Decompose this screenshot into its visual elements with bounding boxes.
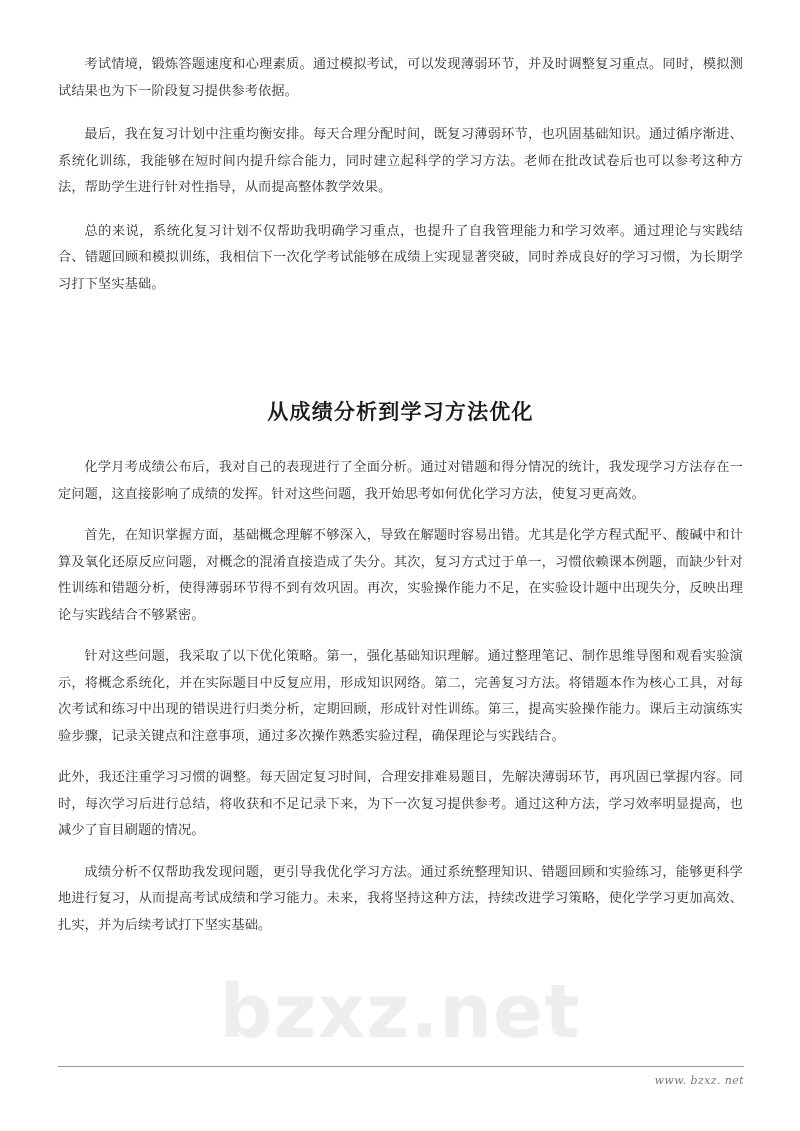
footer-url: www. bzxz. net xyxy=(654,1074,744,1087)
page-title: 从成绩分析到学习方法优化 xyxy=(267,399,534,424)
article-title-block xyxy=(58,398,743,425)
continued-paragraph-2: 最后，我在复习计划中注重均衡安排。每天合理分配时间，既复习薄弱环节，也巩固基础知识。通过循序渐进、系统化训练，我能够在短时间内提升综合能力，同时建立起科学的学习方法。老师在批改试卷后也可以参考这种方法，帮助学生进行针对性指导，从而提高整体教学效果。 xyxy=(58,127,743,195)
article-paragraph-4: 此外，我还注重学习习惯的调整。每天固定复习时间，合理安排难易题目，先解决薄弱环节，再巩固已掌握内容。同时，每次学习后进行总结，将收获和不足记录下来，为下一次复习提供参考。通过这种方法，学习效率明显提高，也减少了盲目刷题的情况。 xyxy=(58,770,743,839)
watermark-bzxz: bzxz.net xyxy=(219,969,581,1055)
continued-paragraph-1: 考试情境，锻炼答题速度和心理素质。通过模拟考试，可以发现薄弱环节，并及时调整复习重点。同时，模拟测试结果也为下一阶段复习提供参考依据。 xyxy=(58,57,743,99)
article-paragraph-2: 首先，在知识掌握方面，基础概念理解不够深入，导致在解题时容易出错。尤其是化学方程式配平、酸碱中和计算及氧化还原反应问题，对概念的混淆直接造成了失分。其次，复习方式过于单一，习惯依赖课本例题，而缺少针对性训练和错题分析，使得薄弱环节得不到有效巩固。再次，实验操作能力不足，在实验设计题中出现失分，反映出理论与实践结合不够紧密。 xyxy=(58,528,743,623)
continued-paragraph-3: 总的来说，系统化复习计划不仅帮助我明确学习重点，也提升了自我管理能力和学习效率。通过理论与实践结合、错题回顾和模拟训练，我相信下一次化学考试能够在成绩上实现显著突破，同时养成良好的学习习惯，为长期学习打下坚实基础。 xyxy=(58,223,743,292)
page-footer xyxy=(58,1066,744,1087)
article-paragraph-3: 针对这些问题，我采取了以下优化策略。第一，强化基础知识理解。通过整理笔记、制作思维导图和观看实验演示，将概念系统化，并在实际题目中反复应用，形成知识网络。第二，完善复习方法。将错题本作为核心工具，对每次考试和练习中出现的错误进行归类分析，定期回顾，形成针对性训练。第三，提高实验操作能力。课后主动演练实验步骤，记录关键点和注意事项，通过多次操作熟悉实验过程，确保理论与实践结合。 xyxy=(58,649,743,744)
article-paragraph-1: 化学月考成绩公布后，我对自己的表现进行了全面分析。通过对错题和得分情况的统计，我发现学习方法存在一定问题，这直接影响了成绩的发挥。针对这些问题，我开始思考如何优化学习方法，使复习更高效。 xyxy=(58,460,743,502)
footer-divider xyxy=(58,1066,744,1067)
article-paragraph-5: 成绩分析不仅帮助我发现问题，更引导我优化学习方法。通过系统整理知识、错题回顾和实验练习，能够更科学地进行复习，从而提高考试成绩和学习能力。未来，我将坚持这种方法，持续改进学习策略，使化学学习更加高效、扎实，并为后续考试打下坚实基础。 xyxy=(58,864,743,933)
document-content xyxy=(58,52,743,939)
